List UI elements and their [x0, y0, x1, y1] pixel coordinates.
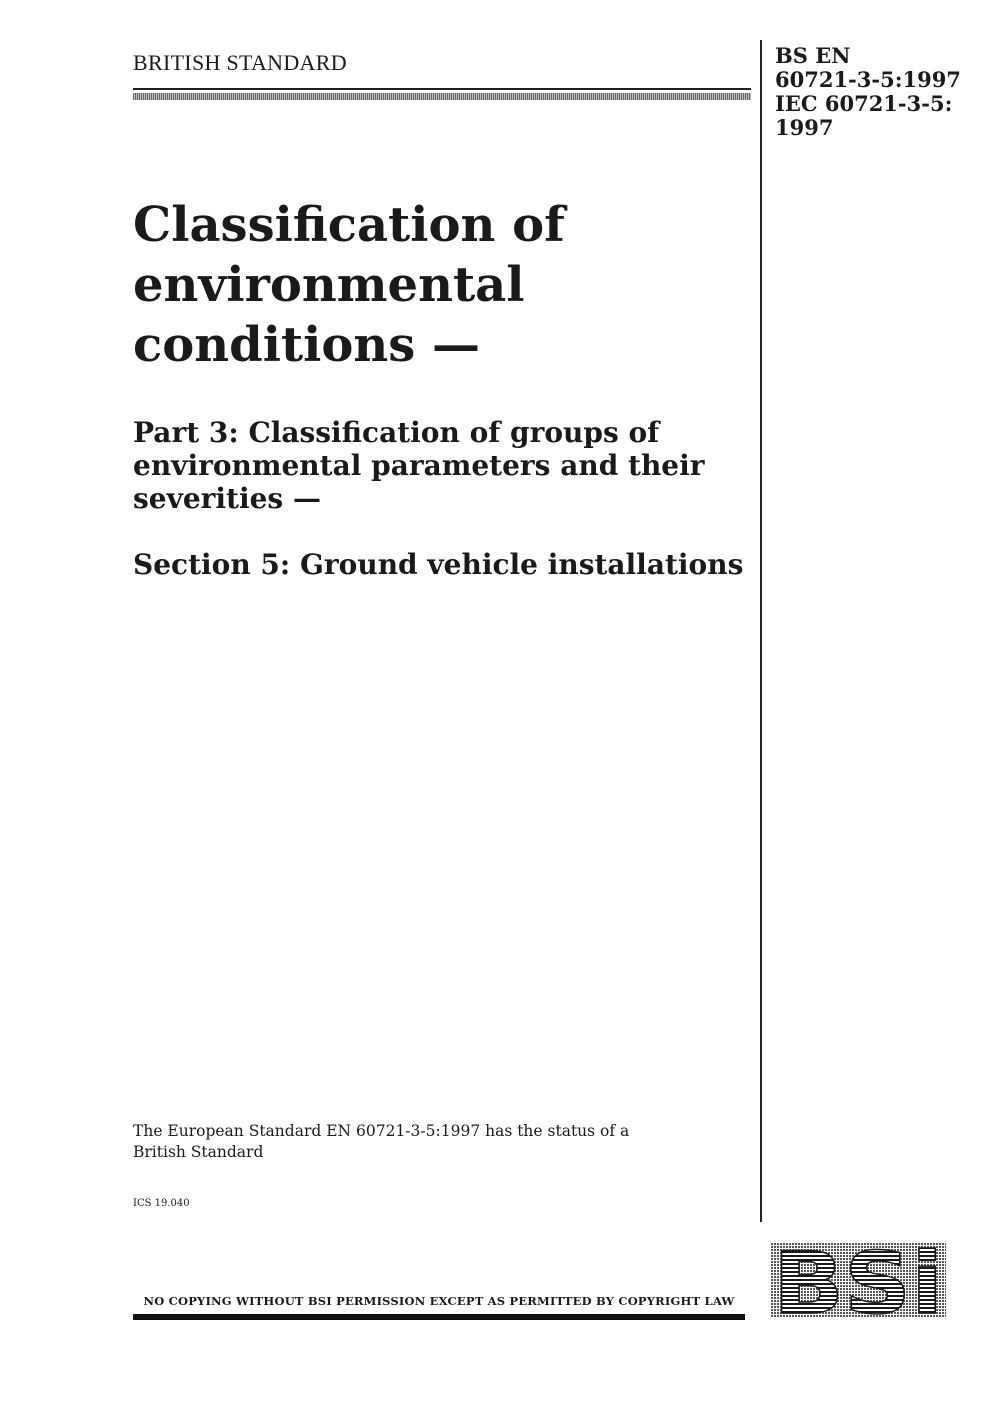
part-title-line: Part 3: Classification of groups of — [133, 416, 660, 449]
footer-rule — [133, 1314, 745, 1320]
standard-number-line: BS EN — [775, 43, 851, 68]
document-title — [133, 195, 733, 375]
title-line: Classification of — [133, 197, 565, 253]
ics-code: ICS 19.040 — [133, 1198, 190, 1209]
section-title: Section 5: Ground vehicle installations — [133, 548, 744, 581]
standard-number-line: IEC 60721-3-5: — [775, 91, 953, 116]
title-line: environmental — [133, 257, 525, 313]
part-title-line: severities — — [133, 482, 321, 515]
standard-numbers — [775, 44, 961, 140]
standard-number-line: 1997 — [775, 115, 834, 140]
document-type-label: BRITISH STANDARD — [133, 50, 347, 75]
standard-number-line: 60721-3-5:1997 — [775, 67, 961, 92]
svg-text:BSi: BSi — [773, 1243, 943, 1318]
status-note — [133, 1121, 629, 1163]
bsi-logo-icon — [771, 1243, 946, 1318]
header-rule — [133, 88, 751, 90]
title-line: conditions — — [133, 317, 480, 373]
copyright-notice: NO COPYING WITHOUT BSI PERMISSION EXCEPT AS PERMITTED BY COPYRIGHT LAW — [143, 1294, 735, 1308]
status-note-line: The European Standard EN 60721-3-5:1997 has the status of a — [133, 1122, 630, 1140]
status-note-line: British Standard — [133, 1143, 264, 1161]
header-hatched-rule — [133, 93, 751, 100]
vertical-divider — [760, 40, 762, 1222]
part-title-line: environmental parameters and their — [133, 449, 705, 482]
part-title — [133, 416, 753, 515]
